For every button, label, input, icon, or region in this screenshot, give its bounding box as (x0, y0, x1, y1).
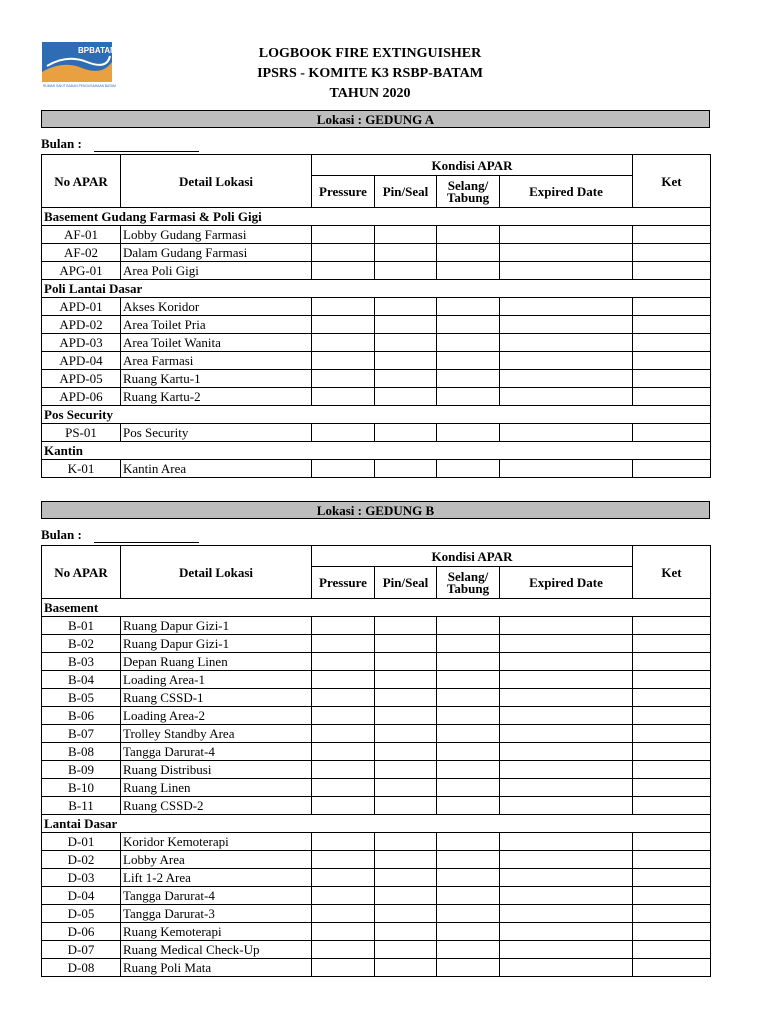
selang-tabung-cell[interactable] (437, 653, 500, 671)
location-detail: Ruang Linen (121, 779, 312, 797)
ket-cell[interactable] (633, 334, 711, 352)
pin-seal-cell[interactable] (375, 424, 437, 442)
expired-date-cell[interactable] (500, 779, 633, 797)
selang-tabung-cell[interactable] (437, 779, 500, 797)
location-detail: Ruang Distribusi (121, 761, 312, 779)
location-detail: Loading Area-2 (121, 707, 312, 725)
pressure-cell[interactable] (312, 851, 375, 869)
location-detail: Tangga Darurat-3 (121, 905, 312, 923)
bulan-field (41, 134, 710, 154)
col-header-selang-tabung: Selang/ Tabung (437, 567, 500, 599)
selang-tabung-cell[interactable] (437, 316, 500, 334)
ket-cell[interactable] (633, 923, 711, 941)
lokasi-bar: Lokasi : GEDUNG A (41, 110, 710, 128)
col-header-selang-tabung: Selang/ Tabung (437, 176, 500, 208)
selang-tabung-cell[interactable] (437, 226, 500, 244)
selang-tabung-cell[interactable] (437, 797, 500, 815)
pin-seal-cell[interactable] (375, 460, 437, 478)
table-row (42, 316, 711, 334)
table-row (42, 635, 711, 653)
selang-tabung-cell[interactable] (437, 887, 500, 905)
pressure-cell[interactable] (312, 905, 375, 923)
pressure-cell[interactable] (312, 671, 375, 689)
pressure-cell[interactable] (312, 653, 375, 671)
pressure-cell[interactable] (312, 262, 375, 280)
pin-seal-cell[interactable] (375, 689, 437, 707)
table-row (42, 941, 711, 959)
apar-number: B-04 (42, 671, 121, 689)
ket-cell[interactable] (633, 352, 711, 370)
expired-date-cell[interactable] (500, 316, 633, 334)
apar-number: AF-01 (42, 226, 121, 244)
expired-date-cell[interactable] (500, 653, 633, 671)
table-row (42, 298, 711, 316)
location-detail: Pos Security (121, 424, 312, 442)
ket-cell[interactable] (633, 689, 711, 707)
group-heading: Basement Gudang Farmasi & Poli Gigi (42, 208, 711, 226)
table-row (42, 334, 711, 352)
pressure-cell[interactable] (312, 370, 375, 388)
selang-tabung-cell[interactable] (437, 851, 500, 869)
location-detail: Ruang Kartu-2 (121, 388, 312, 406)
table-row (42, 869, 711, 887)
ket-cell[interactable] (633, 905, 711, 923)
pin-seal-cell[interactable] (375, 887, 437, 905)
ket-cell[interactable] (633, 959, 711, 977)
selang-tabung-cell[interactable] (437, 725, 500, 743)
apar-number: PS-01 (42, 424, 121, 442)
apar-number: D-01 (42, 833, 121, 851)
table-row (42, 743, 711, 761)
col-header-no: No APAR (42, 546, 121, 599)
apar-table (41, 545, 711, 977)
selang-tabung-cell[interactable] (437, 869, 500, 887)
expired-date-cell[interactable] (500, 370, 633, 388)
pin-seal-cell[interactable] (375, 316, 437, 334)
selang-tabung-cell[interactable] (437, 905, 500, 923)
lokasi-bar: Lokasi : GEDUNG B (41, 501, 710, 519)
pressure-cell[interactable] (312, 941, 375, 959)
selang-tabung-cell[interactable] (437, 635, 500, 653)
selang-tabung-cell[interactable] (437, 370, 500, 388)
location-detail: Trolley Standby Area (121, 725, 312, 743)
selang-tabung-cell[interactable] (437, 460, 500, 478)
pressure-cell[interactable] (312, 316, 375, 334)
apar-number: K-01 (42, 460, 121, 478)
selang-tabung-cell[interactable] (437, 671, 500, 689)
expired-date-cell[interactable] (500, 887, 633, 905)
location-detail: Ruang Dapur Gizi-1 (121, 617, 312, 635)
bulan-input-line[interactable] (94, 530, 199, 543)
pressure-cell[interactable] (312, 959, 375, 977)
pin-seal-cell[interactable] (375, 869, 437, 887)
apar-number: D-07 (42, 941, 121, 959)
apar-number: B-09 (42, 761, 121, 779)
col-header-ket: Ket (633, 546, 711, 599)
pressure-cell[interactable] (312, 797, 375, 815)
group-heading: Poli Lantai Dasar (42, 280, 711, 298)
ket-cell[interactable] (633, 388, 711, 406)
location-detail: Depan Ruang Linen (121, 653, 312, 671)
pin-seal-cell[interactable] (375, 905, 437, 923)
location-detail: Loading Area-1 (121, 671, 312, 689)
expired-date-cell[interactable] (500, 833, 633, 851)
pin-seal-cell[interactable] (375, 388, 437, 406)
location-detail: Akses Koridor (121, 298, 312, 316)
expired-date-cell[interactable] (500, 905, 633, 923)
selang-tabung-cell[interactable] (437, 761, 500, 779)
table-row (42, 244, 711, 262)
table-row (42, 617, 711, 635)
selang-tabung-cell[interactable] (437, 833, 500, 851)
selang-tabung-cell[interactable] (437, 941, 500, 959)
bp-batam-logo (42, 42, 117, 88)
pressure-cell[interactable] (312, 334, 375, 352)
pin-seal-cell[interactable] (375, 226, 437, 244)
table-row (42, 226, 711, 244)
expired-date-cell[interactable] (500, 262, 633, 280)
ket-cell[interactable] (633, 653, 711, 671)
table-row (42, 833, 711, 851)
location-detail: Ruang Dapur Gizi-1 (121, 635, 312, 653)
col-header-pressure: Pressure (312, 176, 375, 208)
location-detail: Ruang CSSD-2 (121, 797, 312, 815)
expired-date-cell[interactable] (500, 635, 633, 653)
pin-seal-cell[interactable] (375, 334, 437, 352)
ket-cell[interactable] (633, 761, 711, 779)
selang-tabung-cell[interactable] (437, 334, 500, 352)
selang-tabung-cell[interactable] (437, 244, 500, 262)
col-header-no: No APAR (42, 155, 121, 208)
table-row (42, 923, 711, 941)
table-row (42, 689, 711, 707)
bulan-label: Bulan : (41, 527, 82, 542)
selang-tabung-cell[interactable] (437, 424, 500, 442)
ket-cell[interactable] (633, 424, 711, 442)
svg-text:BPBATAM: BPBATAM (78, 46, 117, 55)
ket-cell[interactable] (633, 887, 711, 905)
apar-number: B-10 (42, 779, 121, 797)
location-detail: Lift 1-2 Area (121, 869, 312, 887)
table-row (42, 671, 711, 689)
expired-date-cell[interactable] (500, 424, 633, 442)
table-row (42, 851, 711, 869)
location-detail: Lobby Gudang Farmasi (121, 226, 312, 244)
pin-seal-cell[interactable] (375, 262, 437, 280)
expired-date-cell[interactable] (500, 671, 633, 689)
ket-cell[interactable] (633, 779, 711, 797)
pin-seal-cell[interactable] (375, 707, 437, 725)
pin-seal-cell[interactable] (375, 298, 437, 316)
pin-seal-cell[interactable] (375, 725, 437, 743)
selang-tabung-cell[interactable] (437, 388, 500, 406)
table-row (42, 424, 711, 442)
apar-number: APD-05 (42, 370, 121, 388)
expired-date-cell[interactable] (500, 923, 633, 941)
selang-tabung-cell[interactable] (437, 743, 500, 761)
apar-number: D-06 (42, 923, 121, 941)
ket-cell[interactable] (633, 617, 711, 635)
table-row (42, 707, 711, 725)
selang-tabung-cell[interactable] (437, 689, 500, 707)
ket-cell[interactable] (633, 725, 711, 743)
table-row (42, 725, 711, 743)
expired-date-cell[interactable] (500, 725, 633, 743)
ket-cell[interactable] (633, 941, 711, 959)
location-detail: Ruang CSSD-1 (121, 689, 312, 707)
table-row (42, 905, 711, 923)
pin-seal-cell[interactable] (375, 743, 437, 761)
selang-tabung-cell[interactable] (437, 923, 500, 941)
pin-seal-cell[interactable] (375, 244, 437, 262)
apar-number: D-04 (42, 887, 121, 905)
table-row (42, 887, 711, 905)
col-header-detail: Detail Lokasi (121, 155, 312, 208)
col-header-kondisi: Kondisi APAR (312, 546, 633, 567)
ket-cell[interactable] (633, 869, 711, 887)
pin-seal-cell[interactable] (375, 617, 437, 635)
col-header-pin-seal: Pin/Seal (375, 567, 437, 599)
table-row (42, 797, 711, 815)
pin-seal-cell[interactable] (375, 779, 437, 797)
col-header-expired-date: Expired Date (500, 176, 633, 208)
expired-date-cell[interactable] (500, 689, 633, 707)
pin-seal-cell[interactable] (375, 653, 437, 671)
pressure-cell[interactable] (312, 635, 375, 653)
apar-number: B-01 (42, 617, 121, 635)
pin-seal-cell[interactable] (375, 941, 437, 959)
expired-date-cell[interactable] (500, 617, 633, 635)
location-detail: Area Toilet Pria (121, 316, 312, 334)
ket-cell[interactable] (633, 262, 711, 280)
ket-cell[interactable] (633, 707, 711, 725)
location-detail: Ruang Kartu-1 (121, 370, 312, 388)
expired-date-cell[interactable] (500, 388, 633, 406)
pressure-cell[interactable] (312, 725, 375, 743)
pressure-cell[interactable] (312, 424, 375, 442)
pin-seal-cell[interactable] (375, 797, 437, 815)
apar-number: AF-02 (42, 244, 121, 262)
pressure-cell[interactable] (312, 352, 375, 370)
apar-number: D-05 (42, 905, 121, 923)
pressure-cell[interactable] (312, 617, 375, 635)
pressure-cell[interactable] (312, 298, 375, 316)
section-gedung-b (41, 501, 710, 977)
pin-seal-cell[interactable] (375, 959, 437, 977)
pin-seal-cell[interactable] (375, 851, 437, 869)
selang-tabung-cell[interactable] (437, 262, 500, 280)
table-row (42, 779, 711, 797)
table-row (42, 761, 711, 779)
selang-tabung-cell[interactable] (437, 352, 500, 370)
col-header-pressure: Pressure (312, 567, 375, 599)
selang-tabung-cell[interactable] (437, 959, 500, 977)
expired-date-cell[interactable] (500, 298, 633, 316)
apar-number: APD-06 (42, 388, 121, 406)
pin-seal-cell[interactable] (375, 370, 437, 388)
apar-number: APD-03 (42, 334, 121, 352)
location-detail: Koridor Kemoterapi (121, 833, 312, 851)
expired-date-cell[interactable] (500, 869, 633, 887)
pressure-cell[interactable] (312, 887, 375, 905)
pressure-cell[interactable] (312, 689, 375, 707)
pressure-cell[interactable] (312, 761, 375, 779)
location-detail: Area Farmasi (121, 352, 312, 370)
selang-tabung-cell[interactable] (437, 707, 500, 725)
ket-cell[interactable] (633, 298, 711, 316)
col-header-expired-date: Expired Date (500, 567, 633, 599)
ket-cell[interactable] (633, 671, 711, 689)
bulan-input-line[interactable] (94, 139, 199, 152)
apar-number: APD-01 (42, 298, 121, 316)
ket-cell[interactable] (633, 316, 711, 334)
apar-number: D-08 (42, 959, 121, 977)
section-gedung-a (41, 110, 710, 478)
apar-number: B-11 (42, 797, 121, 815)
location-detail: Ruang Poli Mata (121, 959, 312, 977)
title-line-2: IPSRS - KOMITE K3 RSBP-BATAM (257, 66, 483, 81)
pressure-cell[interactable] (312, 460, 375, 478)
pin-seal-cell[interactable] (375, 833, 437, 851)
apar-table (41, 154, 711, 478)
expired-date-cell[interactable] (500, 226, 633, 244)
location-detail: Tangga Darurat-4 (121, 743, 312, 761)
table-row (42, 653, 711, 671)
pin-seal-cell[interactable] (375, 635, 437, 653)
col-header-kondisi: Kondisi APAR (312, 155, 633, 176)
bulan-label: Bulan : (41, 136, 82, 151)
expired-date-cell[interactable] (500, 244, 633, 262)
expired-date-cell[interactable] (500, 959, 633, 977)
pressure-cell[interactable] (312, 707, 375, 725)
svg-text:RUMAH SAKIT BADAN PENGUSAHAAN: RUMAH SAKIT BADAN PENGUSAHAAN BATAM (43, 84, 116, 88)
col-header-ket: Ket (633, 155, 711, 208)
location-detail: Ruang Medical Check-Up (121, 941, 312, 959)
table-row (42, 388, 711, 406)
expired-date-cell[interactable] (500, 334, 633, 352)
title-line-1: LOGBOOK FIRE EXTINGUISHER (258, 46, 482, 61)
pressure-cell[interactable] (312, 869, 375, 887)
apar-number: B-05 (42, 689, 121, 707)
apar-number: B-06 (42, 707, 121, 725)
pressure-cell[interactable] (312, 226, 375, 244)
apar-number: APD-02 (42, 316, 121, 334)
table-row (42, 959, 711, 977)
title-line-3: TAHUN 2020 (329, 86, 411, 101)
location-detail: Area Toilet Wanita (121, 334, 312, 352)
location-detail: Kantin Area (121, 460, 312, 478)
apar-number: D-02 (42, 851, 121, 869)
expired-date-cell[interactable] (500, 797, 633, 815)
expired-date-cell[interactable] (500, 761, 633, 779)
ket-cell[interactable] (633, 833, 711, 851)
table-row (42, 370, 711, 388)
selang-tabung-cell[interactable] (437, 617, 500, 635)
ket-cell[interactable] (633, 743, 711, 761)
group-heading: Pos Security (42, 406, 711, 424)
pin-seal-cell[interactable] (375, 352, 437, 370)
col-header-detail: Detail Lokasi (121, 546, 312, 599)
table-row (42, 262, 711, 280)
expired-date-cell[interactable] (500, 851, 633, 869)
group-heading: Lantai Dasar (42, 815, 711, 833)
pressure-cell[interactable] (312, 743, 375, 761)
apar-number: B-02 (42, 635, 121, 653)
apar-number: B-07 (42, 725, 121, 743)
pressure-cell[interactable] (312, 779, 375, 797)
ket-cell[interactable] (633, 460, 711, 478)
pin-seal-cell[interactable] (375, 761, 437, 779)
ket-cell[interactable] (633, 244, 711, 262)
ket-cell[interactable] (633, 370, 711, 388)
ket-cell[interactable] (633, 635, 711, 653)
group-heading: Basement (42, 599, 711, 617)
pressure-cell[interactable] (312, 388, 375, 406)
pin-seal-cell[interactable] (375, 671, 437, 689)
pressure-cell[interactable] (312, 833, 375, 851)
table-row (42, 352, 711, 370)
ket-cell[interactable] (633, 226, 711, 244)
ket-cell[interactable] (633, 797, 711, 815)
pressure-cell[interactable] (312, 244, 375, 262)
location-detail: Area Poli Gigi (121, 262, 312, 280)
pin-seal-cell[interactable] (375, 923, 437, 941)
group-heading: Kantin (42, 442, 711, 460)
bulan-field (41, 525, 710, 545)
document-title (120, 44, 620, 104)
apar-number: APD-04 (42, 352, 121, 370)
expired-date-cell[interactable] (500, 941, 633, 959)
apar-number: B-08 (42, 743, 121, 761)
col-header-pin-seal: Pin/Seal (375, 176, 437, 208)
apar-number: APG-01 (42, 262, 121, 280)
location-detail: Tangga Darurat-4 (121, 887, 312, 905)
table-row (42, 460, 711, 478)
location-detail: Ruang Kemoterapi (121, 923, 312, 941)
ket-cell[interactable] (633, 851, 711, 869)
expired-date-cell[interactable] (500, 352, 633, 370)
expired-date-cell[interactable] (500, 460, 633, 478)
selang-tabung-cell[interactable] (437, 298, 500, 316)
expired-date-cell[interactable] (500, 707, 633, 725)
apar-number: D-03 (42, 869, 121, 887)
expired-date-cell[interactable] (500, 743, 633, 761)
apar-number: B-03 (42, 653, 121, 671)
location-detail: Dalam Gudang Farmasi (121, 244, 312, 262)
location-detail: Lobby Area (121, 851, 312, 869)
pressure-cell[interactable] (312, 923, 375, 941)
